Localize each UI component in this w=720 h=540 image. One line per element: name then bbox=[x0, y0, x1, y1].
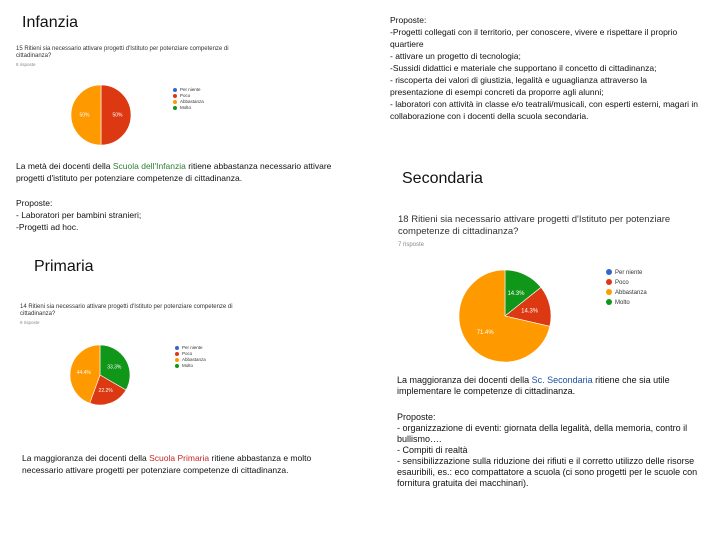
legend-item: Molto bbox=[175, 363, 206, 369]
primaria-chart-card bbox=[20, 304, 280, 325]
pie-data-label: 22.2% bbox=[98, 388, 113, 395]
legend-item: Abbastanza bbox=[606, 288, 647, 298]
primaria-summary: La maggioranza dei docenti della Scuola Primaria ritiene abbastanza e molto necessario attivare progetti per potenziare competenze di cittadinanza. bbox=[22, 453, 312, 475]
secondaria-pie bbox=[452, 266, 558, 366]
pie-data-label: 33.3% bbox=[107, 364, 122, 371]
legend-item: Per niente bbox=[175, 345, 206, 351]
infanzia-legend bbox=[173, 87, 204, 111]
legend-item: Abbastanza bbox=[173, 99, 204, 105]
primaria-pie bbox=[60, 340, 140, 410]
secondaria-responses: 7 risposte bbox=[398, 242, 425, 248]
legend-item: Poco bbox=[175, 351, 206, 357]
infanzia-chart-card bbox=[16, 46, 266, 67]
pie-data-label: 50% bbox=[112, 112, 123, 119]
legend-item: Per niente bbox=[606, 268, 647, 278]
primaria-question: 14 Ritieni sia necessario attivare progetti d'Istituto per potenziare competenze di cittadinanza? bbox=[20, 304, 233, 317]
infanzia-proposals-right: Proposte: -Progetti collegati con il territorio, per conoscere, vivere e rispettare il proprio quartiere - attivare un progetto di tecnologia; -Sussidi didattici e materiale che supportano il concetto di cittadinanza; - riscoperta dei valori di giustizia, legalità e uguaglianza attraverso la presentazione di esempi concreti da proporre agli alunni; - laboratori con attività in classe e/o teatrali/musicali, con esperti esterni, magari in collaborazione con i docenti della scuola secondaria. bbox=[390, 15, 699, 121]
primaria-legend bbox=[175, 345, 206, 369]
secondaria-summary: La maggioranza dei docenti della Sc. Secondaria ritiene che sia utile implementare le competenze di cittadinanza. bbox=[397, 375, 670, 396]
infanzia-proposals: Proposte: - Laboratori per bambini stranieri; -Progetti ad hoc. bbox=[16, 198, 142, 232]
secondaria-chart-card bbox=[398, 214, 708, 248]
secondaria-title: Secondaria bbox=[402, 170, 483, 187]
legend-item: Molto bbox=[606, 298, 647, 308]
legend-item: Per niente bbox=[173, 87, 204, 93]
infanzia-question: 15 Ritieni sia necessario attivare progetti d'Istituto per potenziare competenze di cittadinanza? bbox=[16, 46, 229, 59]
secondaria-legend bbox=[606, 268, 647, 308]
legend-item: Poco bbox=[173, 93, 204, 99]
pie-data-label: 44.4% bbox=[76, 369, 91, 376]
secondaria-proposals: Proposte: - organizzazione di eventi: giornata della legalità, della memoria, contro il bullismo…. - Compiti di realtà - sensibilizzazione sulla riduzione dei rifiuti e il corretto utilizzo delle risorse esauribili, es.: eco compattatore a scuola (ci sono progetti per le scuole con fornitura gratuita dei macchinari). bbox=[397, 412, 698, 488]
primaria-responses: 9 risposte bbox=[20, 320, 40, 325]
pie-data-label: 14.3% bbox=[521, 308, 539, 315]
legend-item: Abbastanza bbox=[175, 357, 206, 363]
infanzia-title: Infanzia bbox=[22, 14, 79, 31]
infanzia-summary: La metà dei docenti della Scuola dell'Infanzia ritiene abbastanza necessario attivare progetti d'istituto per potenziare competenze di cittadinanza. bbox=[16, 161, 332, 183]
secondaria-question: 18 Ritieni sia necessario attivare progetti d'Istituto per potenziare competenze di cittadinanza? bbox=[398, 214, 671, 237]
infanzia-pie bbox=[56, 80, 146, 150]
legend-item: Poco bbox=[606, 278, 647, 288]
infanzia-responses: 8 risposte bbox=[16, 62, 36, 67]
pie-data-label: 71.4% bbox=[476, 329, 494, 336]
pie-data-label: 14.3% bbox=[507, 291, 525, 298]
primaria-title: Primaria bbox=[34, 258, 94, 275]
legend-item: Molto bbox=[173, 105, 204, 111]
pie-data-label: 50% bbox=[79, 112, 90, 119]
